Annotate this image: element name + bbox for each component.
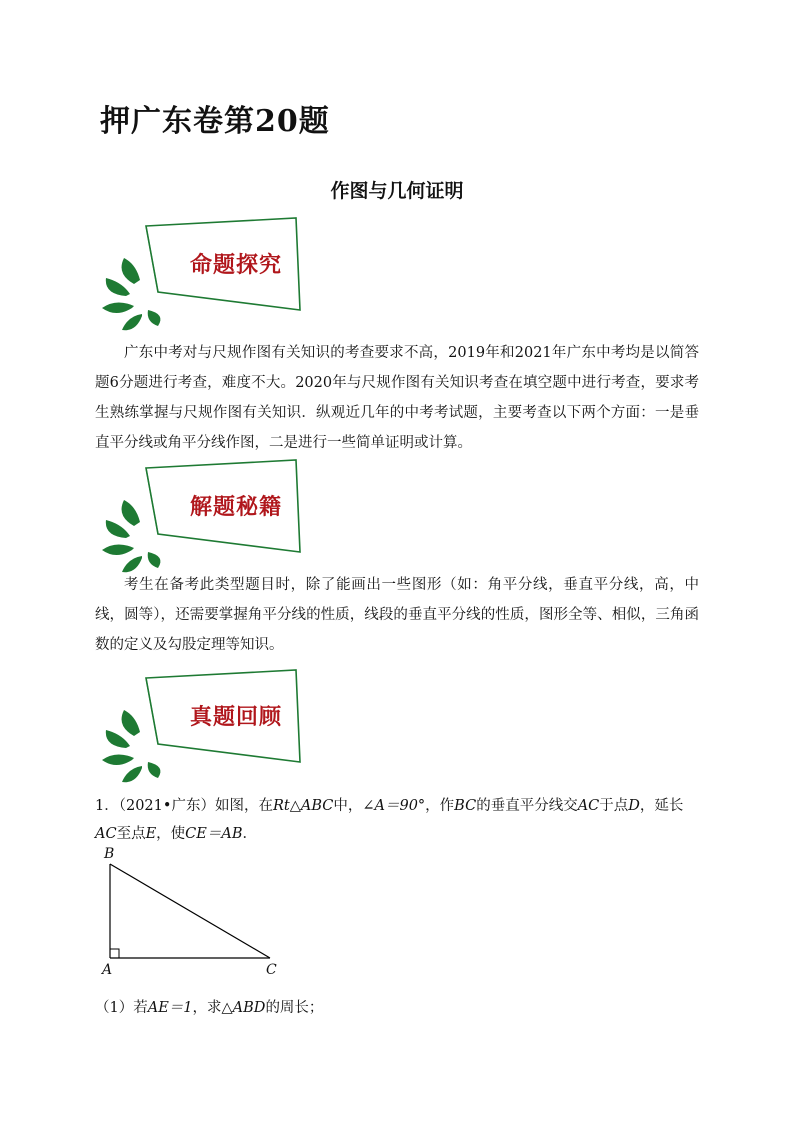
math-expression: AC — [95, 826, 117, 842]
vertex-label-a: A — [102, 962, 113, 978]
question-text — [95, 792, 699, 848]
vertex-label-b: B — [104, 846, 115, 862]
math-expression: E — [145, 826, 157, 842]
math-expression: ∠A＝90° — [362, 798, 426, 814]
math-expression: CE＝AB — [185, 826, 243, 842]
question-fragment: 至点 — [116, 826, 146, 842]
question-fragment: ． — [242, 826, 257, 842]
section-paragraph-2: 考生在备考此类型题目时，除了能画出一些图形（如：角平分线，垂直平分线，高，中线，圆等），还需要掌握角平分线的性质，线段的垂直平分线的性质，图形全等、相似，三角函数的定义及勾股定理等知识。 — [95, 577, 699, 653]
question-fragment: ，使 — [156, 826, 186, 842]
math-expression: △ABD — [221, 1000, 266, 1016]
question-fragment: 如图，在 — [214, 798, 273, 814]
question-fragment: 于点 — [599, 798, 629, 814]
section-banner-3 — [96, 666, 326, 786]
triangle-diagram — [100, 850, 290, 980]
question-fragment: （1）若 — [95, 1000, 148, 1016]
math-expression: AC — [577, 798, 600, 814]
math-expression: AE＝1 — [147, 1000, 193, 1016]
banner-label: 真题回顾 — [189, 704, 282, 730]
question-fragment: ，延长 — [639, 798, 684, 814]
question-source: （2021•广东） — [118, 798, 215, 814]
banner-label: 解题秘籍 — [189, 494, 282, 520]
question-fragment: 的周长； — [265, 1000, 324, 1016]
banner-label: 命题探究 — [189, 252, 282, 278]
question-fragment: ，求 — [192, 1000, 222, 1016]
section-banner-1 — [96, 214, 326, 334]
question-fragment: ，作 — [425, 798, 455, 814]
math-expression: BC — [454, 798, 477, 814]
math-expression: Rt△ABC — [272, 798, 334, 814]
sub-question-1 — [95, 994, 699, 1022]
triangle-figure — [100, 846, 290, 980]
question-fragment: 的垂直平分线交 — [476, 798, 578, 814]
section-banner-2 — [96, 456, 326, 576]
sub-title: 作图与几何证明 — [330, 180, 464, 202]
question-fragment: 中， — [333, 798, 363, 814]
vertex-label-c: C — [266, 962, 277, 978]
math-expression: D — [628, 798, 640, 814]
main-title: 押广东卷第20题 — [100, 104, 330, 139]
section-paragraph-1: 广东中考对与尺规作图有关知识的考查要求不高，2019年和2021年广东中考均是以简答题6分题进行考查，难度不大。2020年与尺规作图有关知识考查在填空题中进行考查，要求考生熟练掌握与尺规作图有关知识．纵观近几年的中考考试题，主要考查以下两个方面：一是垂直平分线或角平分线作图，二是进行一些简单证明或计算。 — [95, 345, 699, 451]
question-number: 1． — [95, 798, 119, 814]
